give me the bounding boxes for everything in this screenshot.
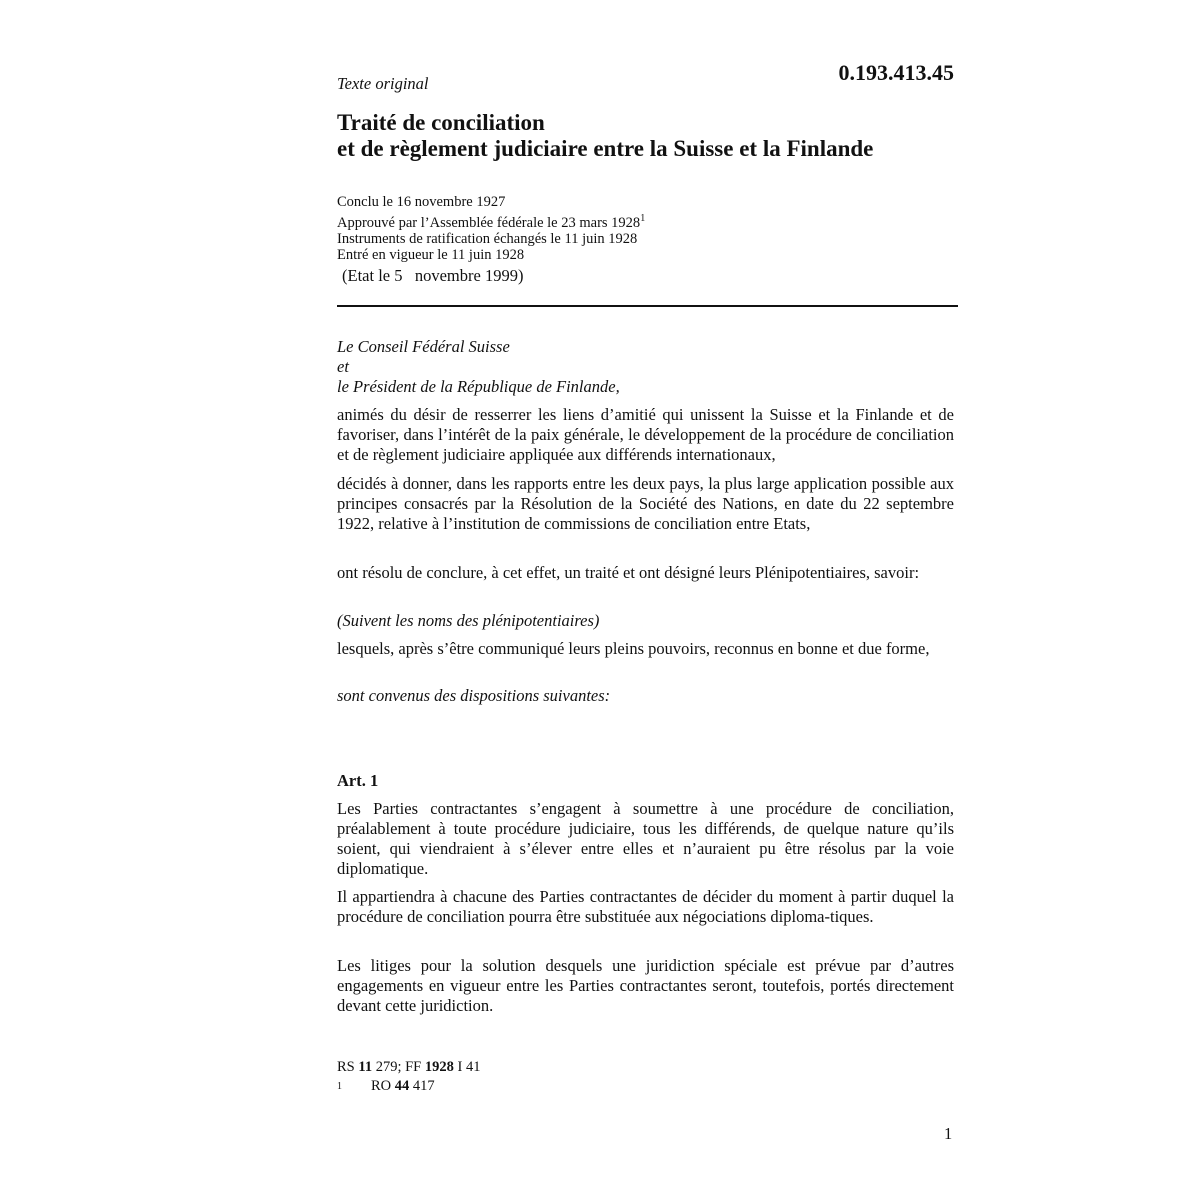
- meta-in-force: Entré en vigueur le 11 juin 1928: [337, 247, 525, 264]
- meta-approved-text: Approuvé par l’Assemblée fédérale le 23 mars 1928: [337, 214, 641, 231]
- footnote-ref-1: 1: [640, 212, 646, 224]
- article-1-heading: Art. 1: [337, 771, 379, 790]
- ref-rs-volume: 11: [358, 1059, 373, 1075]
- status-date: (Etat le 5 novembre 1999): [342, 266, 524, 285]
- footnote-1: [337, 1077, 954, 1096]
- title-line-2: et de règlement judiciaire entre la Suisse et la Finlande: [337, 136, 874, 161]
- title-line-1: Traité de conciliation: [337, 110, 545, 135]
- ref-rs-page: 279; FF: [372, 1059, 425, 1075]
- footnote-1-volume: 44: [394, 1078, 410, 1094]
- preamble-para-2: décidés à donner, dans les rapports entre les deux pays, la plus large application possible aux principes consacrés par la Résolution de la Société des Nations, en date du 22 septembre 1922, relative à l’institution de commissions de conciliation entre Etats,: [337, 474, 954, 533]
- footnotes: [337, 1058, 954, 1096]
- footnote-1-ro: RO: [371, 1078, 395, 1094]
- preamble-names: (Suivent les noms des plénipotentiaires): [337, 611, 600, 630]
- meta-ratification: Instruments de ratification échangés le 11 juin 1928: [337, 230, 638, 247]
- footnote-1-mark: 1: [337, 1081, 342, 1092]
- source-reference: [337, 1058, 954, 1077]
- ref-ff-rest: I 41: [453, 1059, 481, 1075]
- article-1-para-2: Il appartiendra à chacune des Parties contractantes de décider du moment à partir duquel la procédure de conciliation pourra être substituée aux négociations diploma-tiques.: [337, 887, 954, 926]
- page-title: [337, 110, 954, 162]
- header-divider: [337, 305, 958, 307]
- meta-block: [337, 194, 954, 264]
- sr-number: 0.193.413.45: [838, 60, 954, 85]
- page-number: 1: [944, 1124, 953, 1143]
- meta-approved: [337, 211, 954, 231]
- ref-rs: RS: [337, 1059, 359, 1075]
- footnote-1-page: 417: [409, 1078, 435, 1094]
- article-1-para-1: Les Parties contractantes s’engagent à soumettre à une procédure de conciliation, préalablement à toute procédure judiciaire, tous les différends, de quelque nature qu’ils soient, qui viendraient à s’élever entre elles et n’auraient pu être résolus par la voie diplomatique.: [337, 799, 954, 878]
- ref-ff-year: 1928: [424, 1059, 454, 1075]
- preamble-party-2: le Président de la République de Finlande,: [337, 377, 620, 396]
- preamble-agreed: sont convenus des dispositions suivantes:: [337, 686, 611, 705]
- preamble-para-1: animés du désir de resserrer les liens d’amitié qui unissent la Suisse et la Finlande et de favoriser, dans l’intérêt de la paix générale, le développement de la procédure de conciliation et de règlement judiciaire appliquée aux différends internationaux,: [337, 405, 954, 464]
- preamble-party-1: Le Conseil Fédéral Suisse: [337, 337, 510, 356]
- preamble-para-3: ont résolu de conclure, à cet effet, un traité et ont désigné leurs Plénipotentiaires, savoir:: [337, 563, 920, 582]
- article-1-para-3: Les litiges pour la solution desquels une juridiction spéciale est prévue par d’autres engagements en vigueur entre les Parties contractantes seront, toutefois, portés directement devant cette juridiction.: [337, 956, 954, 1015]
- text-original-label: Texte original: [337, 74, 429, 93]
- meta-concluded: Conclu le 16 novembre 1927: [337, 194, 506, 210]
- preamble-conjunction: et: [337, 357, 349, 376]
- preamble-para-4: lesquels, après s’être communiqué leurs pleins pouvoirs, reconnus en bonne et due forme,: [337, 639, 930, 658]
